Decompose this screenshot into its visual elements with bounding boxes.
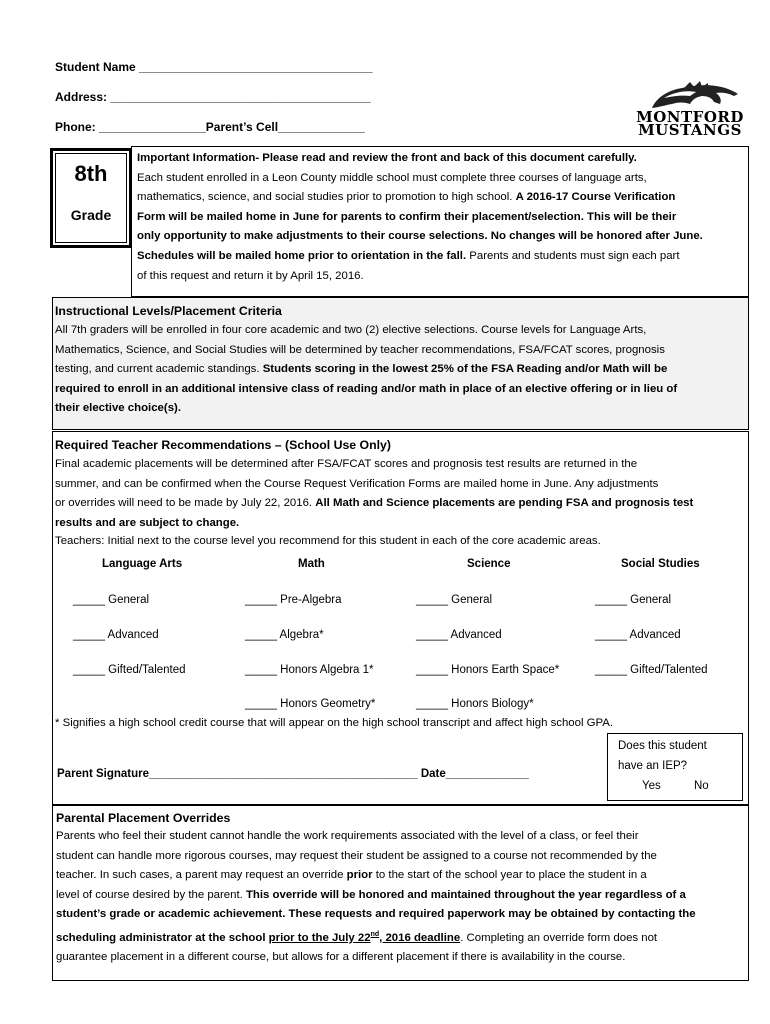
column-science: Science: [467, 558, 511, 570]
teacher-line: results and are subject to change.: [55, 516, 240, 529]
important-heading: Important Information- Please read and review the front and back of this document carefully.: [137, 152, 637, 164]
overrides-title: Parental Placement Overrides: [56, 811, 231, 825]
iep-yes-option[interactable]: Yes: [642, 780, 661, 792]
la-gifted-option[interactable]: _____ Gifted/Talented: [73, 664, 186, 676]
math-honors-algebra-option[interactable]: _____ Honors Algebra 1*: [245, 664, 374, 676]
iep-no-option[interactable]: No: [694, 780, 709, 792]
column-social-studies: Social Studies: [621, 558, 700, 570]
ss-general-option[interactable]: _____ General: [595, 594, 672, 606]
important-line: Schedules will be mailed home prior to orientation in the fall. Parents and students must sign each part: [137, 249, 680, 262]
ss-gifted-option[interactable]: _____ Gifted/Talented: [595, 664, 708, 676]
logo-line2: MUSTANGS: [638, 121, 742, 139]
mustang-logo: [634, 80, 746, 139]
instructional-line: testing, and current academic standings. Students scoring in the lowest 25% of the FSA Reading and/or Math will be: [55, 363, 668, 376]
overrides-line: level of course desired by the parent. This override will be honored and maintained throughout the year regardless of a: [56, 888, 686, 901]
overrides-line: Parents who feel their student cannot handle the work requirements associated with the level of a class, or feel their: [56, 830, 639, 842]
instructional-title: Instructional Levels/Placement Criteria: [55, 304, 282, 318]
teacher-instruction: Teachers: Initial next to the course level you recommend for this student in each of the core academic areas.: [55, 534, 601, 547]
teacher-line: or overrides will need to be made by July 22, 2016. All Math and Science placements are pending FSA and prognosis test: [55, 497, 694, 510]
math-honors-geometry-option[interactable]: _____ Honors Geometry*: [245, 698, 376, 710]
overrides-line: student can handle more rigorous courses, may request their student be assigned to a course not recommended by the: [56, 849, 657, 862]
parent-signature-field[interactable]: Parent Signature__________________________________________ Date_____________: [57, 768, 529, 780]
instructional-line: Mathematics, Science, and Social Studies will be determined by teacher recommendations, FSA/FCAT scores, prognosis: [55, 343, 665, 356]
iep-question-line2: have an IEP?: [618, 760, 688, 772]
teacher-line: Final academic placements will be determined after FSA/FCAT scores and prognosis test results are returned in the: [55, 458, 638, 470]
column-math: Math: [298, 558, 325, 570]
credit-footnote: * Signifies a high school credit course that will appear on the high school transcript and affect high school GPA.: [55, 717, 614, 729]
math-algebra-option[interactable]: _____ Algebra*: [245, 629, 324, 641]
important-line: only opportunity to make adjustments to their course selections. No changes will be honored after June.: [137, 230, 703, 243]
science-general-option[interactable]: _____ General: [416, 594, 493, 606]
instructional-text: [55, 302, 745, 419]
instructional-line: their elective choice(s).: [55, 402, 181, 415]
student-name-field[interactable]: Student Name ___________________________________: [55, 60, 373, 74]
instructional-line: required to enroll in an additional intensive class of reading and/or math in place of an elective offering or in lieu of: [55, 382, 678, 395]
phone-field[interactable]: Phone: ________________Parent’s Cell_____________: [55, 120, 365, 134]
logo-line1: MONTFORD: [636, 108, 744, 126]
mustang-head-icon: [634, 80, 746, 110]
important-line: Form will be mailed home in June for parents to confirm their placement/selection. This will be their: [137, 210, 677, 223]
iep-box: [607, 733, 743, 801]
important-line: Each student enrolled in a Leon County middle school must complete three courses of language arts,: [137, 171, 647, 184]
science-honors-biology-option[interactable]: _____ Honors Biology*: [416, 698, 534, 710]
science-honors-earth-option[interactable]: _____ Honors Earth Space*: [416, 664, 560, 676]
iep-question-line1: Does this student: [618, 740, 707, 752]
teacher-text: [55, 436, 745, 550]
important-info-text: [137, 149, 747, 286]
important-line: mathematics, science, and social studies prior to promotion to high school. A 2016-17 Course Verification: [137, 191, 676, 204]
ss-advanced-option[interactable]: _____ Advanced: [595, 629, 681, 641]
grade-number: 8th: [74, 161, 108, 186]
column-language-arts: Language Arts: [102, 558, 183, 570]
overrides-text: [56, 810, 746, 968]
la-general-option[interactable]: _____ General: [73, 594, 150, 606]
teacher-title: Required Teacher Recommendations – (School Use Only): [55, 438, 391, 452]
instructional-line: All 7th graders will be enrolled in four core academic and two (2) elective selections. Course levels for Language Arts,: [55, 324, 647, 336]
overrides-line: guarantee placement in a different course, but allows for a different placement if there is availability in the course.: [56, 951, 626, 964]
la-advanced-option[interactable]: _____ Advanced: [73, 629, 159, 641]
overrides-line: teacher. In such cases, a parent may request an override prior to the start of the school year to place the student in a: [56, 869, 647, 882]
math-prealgebra-option[interactable]: _____ Pre-Algebra: [245, 594, 342, 606]
overrides-line: scheduling administrator at the school prior to the July 22nd, 2016 deadline. Completing an override form does not: [56, 930, 658, 944]
grade-box: [50, 148, 132, 248]
important-line: of this request and return it by April 15, 2016.: [137, 269, 364, 282]
address-field[interactable]: Address: _______________________________________: [55, 90, 371, 104]
overrides-line: student’s grade or academic achievement. These requests and required paperwork may be obtained by contacting the: [56, 908, 696, 921]
science-advanced-option[interactable]: _____ Advanced: [416, 629, 502, 641]
grade-label: Grade: [70, 207, 112, 223]
teacher-line: summer, and can be confirmed when the Course Request Verification Forms are mailed home in June. Any adjustments: [55, 477, 659, 490]
